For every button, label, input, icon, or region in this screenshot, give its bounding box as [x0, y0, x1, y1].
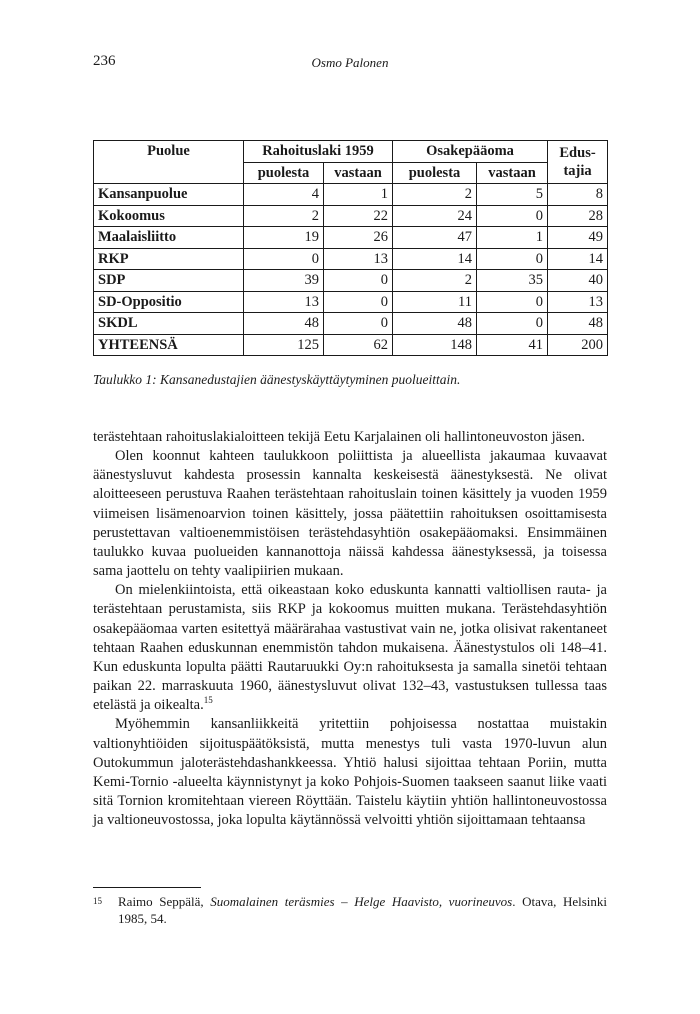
table-row: [94, 270, 608, 292]
value-cell: 0: [244, 248, 324, 270]
header-rahoituslaki: Rahoituslaki 1959: [244, 141, 393, 163]
value-cell: 1: [324, 184, 393, 206]
footnote: [93, 893, 607, 927]
footnote-divider: [93, 887, 201, 888]
value-cell: 0: [477, 291, 548, 313]
party-cell: SDP: [94, 270, 244, 292]
value-cell: 47: [393, 227, 477, 249]
value-cell: 13: [244, 291, 324, 313]
page-number: 236: [93, 53, 116, 69]
value-cell: 0: [477, 248, 548, 270]
value-cell: 5: [477, 184, 548, 206]
paragraph: Olen koonnut kahteen taulukkoon poliittista ja alueellista jakaumaa kuvaavat äänestysluvut kahdesta prosessin kannalta keskeisestä äänestyksestä. Ne olivat aloitteeseen perustuva Raahen terästehtaan rahoituslain toinen käsittely ja vuoden 1959 viimeisen lisämenoarvion toinen käsittely, jossa päätettiin rahoituksen osoittamisesta perustettavan valtioenemmistöisen terästehdasyhtiön osakepääomaksi. Ensimmäinen taulukko kuvaa puolueiden kannanottoja näissä kahdessa äänestyksessä, ja toisessa sama jaottelu on tehty vaalipiirien mukaan.: [93, 448, 607, 580]
value-cell: 0: [324, 270, 393, 292]
running-head: Osmo Palonen: [311, 55, 389, 70]
value-cell: 14: [393, 248, 477, 270]
value-cell: 19: [244, 227, 324, 249]
subheader-vastaan: vastaan: [477, 162, 548, 184]
value-cell: 1: [477, 227, 548, 249]
paragraph: Myöhemmin kansanliikkeitä yritettiin pohjoisessa nostattaa muistakin valtionyhtiöiden sijoituspäätöksistä, mutta menestys tuli vasta 1970-luvun alun Outokummun jaloterästehdashankkeessa. Yhtiö halusi sijoittaa tehtaan Poriin, mutta Kemi-Tornio -alueelta käynnistynyt ja koko Pohjois-Suomen taakseen saanut liike vaati sitä Tornion kromitehtaan viereen Röyttään. Taistelu käytiin yhtiön hallintoneuvostossa ja valtioneuvostossa, joka lopulta käytännössä velvoitti yhtiön sijoittamaan tehtaansa: [93, 716, 607, 829]
paragraph: [93, 581, 607, 715]
value-cell: 49: [548, 227, 608, 249]
table-row-total: [94, 334, 608, 356]
header-party: Puolue: [94, 141, 244, 184]
value-cell: 41: [477, 334, 548, 356]
value-cell: 8: [548, 184, 608, 206]
value-cell: 24: [393, 205, 477, 227]
footnote-rest: . Otava, Helsinki 1985, 54.: [118, 894, 607, 926]
subheader-puolesta: puolesta: [393, 162, 477, 184]
subheader-puolesta: puolesta: [244, 162, 324, 184]
value-cell: 2: [244, 205, 324, 227]
table-caption: Taulukko 1: Kansanedustajien äänestyskäyttäytyminen puolueittain.: [93, 372, 461, 387]
table-row: [94, 184, 608, 206]
value-cell: 26: [324, 227, 393, 249]
value-cell: 14: [548, 248, 608, 270]
value-cell: 4: [244, 184, 324, 206]
value-cell: 0: [324, 291, 393, 313]
party-cell: SKDL: [94, 313, 244, 335]
value-cell: 13: [324, 248, 393, 270]
body-text: [93, 428, 607, 830]
value-cell: 125: [244, 334, 324, 356]
party-cell: YHTEENSÄ: [94, 334, 244, 356]
footnote-text: [118, 893, 607, 927]
value-cell: 0: [477, 205, 548, 227]
footnote-author: Raimo Seppälä,: [118, 894, 204, 909]
value-cell: 48: [393, 313, 477, 335]
header-osakepaaoma: Osakepääoma: [393, 141, 548, 163]
table-row: [94, 227, 608, 249]
value-cell: 13: [548, 291, 608, 313]
value-cell: 200: [548, 334, 608, 356]
value-cell: 48: [548, 313, 608, 335]
party-cell: Kokoomus: [94, 205, 244, 227]
footnote-number: 15: [93, 896, 102, 906]
value-cell: 22: [324, 205, 393, 227]
party-cell: Kansanpuolue: [94, 184, 244, 206]
paragraph-text: On mielenkiintoista, että oikeastaan koko eduskunta kannatti valtiollisen rauta- ja terästehtaan perustamista, siis RKP ja kokoomus muitten mukana. Terästehdasyhtiön osakepääomaa varten esitettyä määrärahaa vastustivat vain ne, jotka olisivat rakentaneet tehtaan Raahen eduskunnan enemmistön tahdon mukaisena. Äänestystulos oli 148–41. Kun eduskunta lopulta päätti Rautaruukki Oy:n rahoituksesta ja samalla sinetöi tehtaan paikan 22. marraskuuta 1960, äänestysluvut olivat 132–43, vastustuksen tullessa taas etelästä ja oikealta.: [93, 582, 607, 714]
vote-table: [93, 140, 608, 356]
value-cell: 28: [548, 205, 608, 227]
value-cell: 62: [324, 334, 393, 356]
table-row: [94, 291, 608, 313]
table-row: [94, 313, 608, 335]
value-cell: 2: [393, 184, 477, 206]
table-header-row: [94, 141, 608, 163]
value-cell: 2: [393, 270, 477, 292]
value-cell: 35: [477, 270, 548, 292]
value-cell: 0: [477, 313, 548, 335]
party-cell: Maalaisliitto: [94, 227, 244, 249]
header-edustajia: [548, 141, 608, 184]
footnote-reference[interactable]: 15: [203, 695, 213, 706]
header-edustajia-text: Edus- tajia: [559, 145, 596, 179]
footnote-title: Suomalainen teräsmies – Helge Haavisto, vuorineuvos: [210, 894, 513, 909]
value-cell: 48: [244, 313, 324, 335]
table-row: [94, 248, 608, 270]
table-row: [94, 205, 608, 227]
paragraph: terästehtaan rahoituslakialoitteen tekijä Eetu Karjalainen oli hallintoneuvoston jäsen.: [93, 429, 586, 445]
value-cell: 11: [393, 291, 477, 313]
value-cell: 39: [244, 270, 324, 292]
value-cell: 40: [548, 270, 608, 292]
subheader-vastaan: vastaan: [324, 162, 393, 184]
value-cell: 0: [324, 313, 393, 335]
party-cell: RKP: [94, 248, 244, 270]
value-cell: 148: [393, 334, 477, 356]
party-cell: SD-Oppositio: [94, 291, 244, 313]
